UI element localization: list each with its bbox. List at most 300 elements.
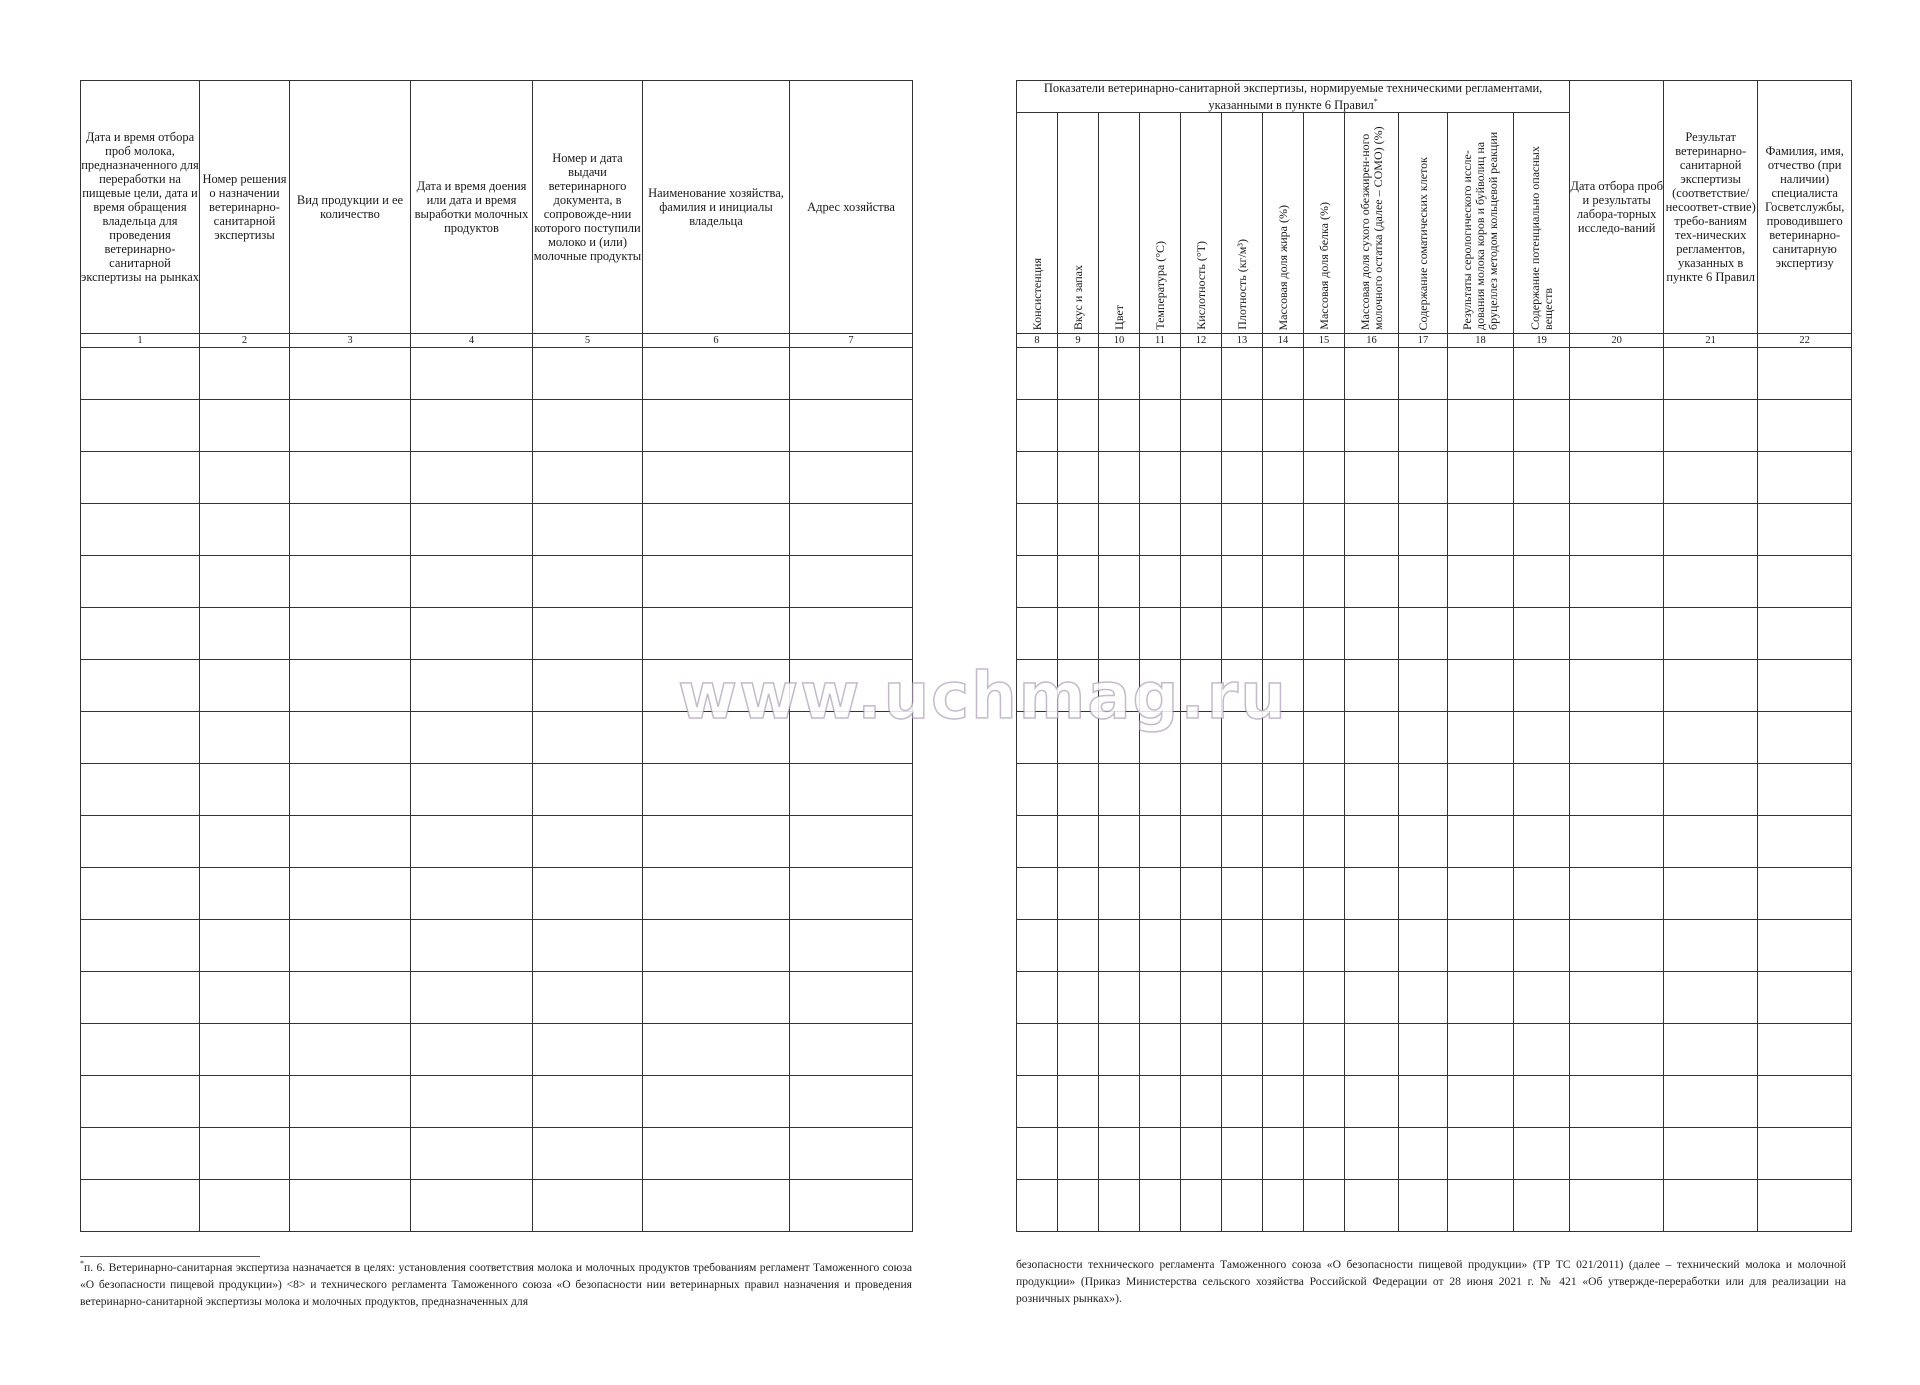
right-table-cell[interactable] xyxy=(1758,712,1852,764)
right-table-cell[interactable] xyxy=(1345,660,1399,712)
left-table-cell[interactable] xyxy=(290,1076,411,1128)
right-table-cell[interactable] xyxy=(1570,348,1664,400)
right-table-cell[interactable] xyxy=(1304,504,1345,556)
right-table-cell[interactable] xyxy=(1514,608,1570,660)
right-table-cell[interactable] xyxy=(1140,452,1181,504)
left-table-cell[interactable] xyxy=(790,1128,913,1180)
left-table-cell[interactable] xyxy=(533,452,643,504)
left-table-cell[interactable] xyxy=(790,608,913,660)
right-table-cell[interactable] xyxy=(1017,608,1058,660)
left-table-cell[interactable] xyxy=(81,764,200,816)
left-table-cell[interactable] xyxy=(411,972,533,1024)
right-table-cell[interactable] xyxy=(1058,1180,1099,1232)
right-table-cell[interactable] xyxy=(1304,868,1345,920)
right-table-cell[interactable] xyxy=(1017,816,1058,868)
left-table-cell[interactable] xyxy=(533,348,643,400)
left-table-cell[interactable] xyxy=(790,1076,913,1128)
right-table-cell[interactable] xyxy=(1181,504,1222,556)
left-table-cell[interactable] xyxy=(411,868,533,920)
right-table-cell[interactable] xyxy=(1017,712,1058,764)
left-table-cell[interactable] xyxy=(790,556,913,608)
right-table-cell[interactable] xyxy=(1758,764,1852,816)
left-table-cell[interactable] xyxy=(200,660,290,712)
left-table-cell[interactable] xyxy=(290,1128,411,1180)
left-table-cell[interactable] xyxy=(643,868,790,920)
right-table-cell[interactable] xyxy=(1304,1076,1345,1128)
right-table-cell[interactable] xyxy=(1222,608,1263,660)
right-table-cell[interactable] xyxy=(1448,556,1514,608)
left-table-cell[interactable] xyxy=(533,972,643,1024)
left-table-cell[interactable] xyxy=(411,504,533,556)
right-table-cell[interactable] xyxy=(1448,504,1514,556)
right-table-cell[interactable] xyxy=(1345,1180,1399,1232)
right-table-cell[interactable] xyxy=(1058,972,1099,1024)
left-table-cell[interactable] xyxy=(81,452,200,504)
right-table-cell[interactable] xyxy=(1570,660,1664,712)
right-table-cell[interactable] xyxy=(1099,920,1140,972)
right-table-cell[interactable] xyxy=(1304,816,1345,868)
left-table-cell[interactable] xyxy=(533,1024,643,1076)
right-table-cell[interactable] xyxy=(1399,712,1448,764)
left-table-cell[interactable] xyxy=(790,1024,913,1076)
left-table-cell[interactable] xyxy=(643,1076,790,1128)
right-table-cell[interactable] xyxy=(1448,452,1514,504)
right-table-cell[interactable] xyxy=(1570,816,1664,868)
right-table-cell[interactable] xyxy=(1570,1024,1664,1076)
right-table-cell[interactable] xyxy=(1263,660,1304,712)
right-table-cell[interactable] xyxy=(1222,920,1263,972)
right-table-cell[interactable] xyxy=(1181,452,1222,504)
left-table-cell[interactable] xyxy=(200,348,290,400)
left-table-cell[interactable] xyxy=(81,660,200,712)
right-table-cell[interactable] xyxy=(1758,1076,1852,1128)
right-table-cell[interactable] xyxy=(1345,868,1399,920)
right-table-cell[interactable] xyxy=(1570,868,1664,920)
right-table-cell[interactable] xyxy=(1181,712,1222,764)
left-table-cell[interactable] xyxy=(643,348,790,400)
right-table-cell[interactable] xyxy=(1099,556,1140,608)
left-table-cell[interactable] xyxy=(790,920,913,972)
right-table-cell[interactable] xyxy=(1664,556,1758,608)
right-table-cell[interactable] xyxy=(1448,1024,1514,1076)
right-table-cell[interactable] xyxy=(1181,816,1222,868)
right-table-cell[interactable] xyxy=(1758,868,1852,920)
left-table-cell[interactable] xyxy=(81,972,200,1024)
left-table-cell[interactable] xyxy=(643,920,790,972)
right-table-cell[interactable] xyxy=(1099,608,1140,660)
right-table-cell[interactable] xyxy=(1140,816,1181,868)
right-table-cell[interactable] xyxy=(1448,764,1514,816)
right-table-cell[interactable] xyxy=(1758,556,1852,608)
right-table-cell[interactable] xyxy=(1514,660,1570,712)
right-table-cell[interactable] xyxy=(1140,1128,1181,1180)
right-table-cell[interactable] xyxy=(1181,764,1222,816)
right-table-cell[interactable] xyxy=(1399,348,1448,400)
right-table-cell[interactable] xyxy=(1181,400,1222,452)
right-table-cell[interactable] xyxy=(1017,504,1058,556)
right-table-cell[interactable] xyxy=(1140,348,1181,400)
left-table-cell[interactable] xyxy=(200,400,290,452)
left-table-cell[interactable] xyxy=(790,764,913,816)
left-table-cell[interactable] xyxy=(411,400,533,452)
right-table-cell[interactable] xyxy=(1664,816,1758,868)
left-table-cell[interactable] xyxy=(643,1180,790,1232)
right-table-cell[interactable] xyxy=(1304,348,1345,400)
right-table-cell[interactable] xyxy=(1448,608,1514,660)
right-table-cell[interactable] xyxy=(1758,400,1852,452)
right-table-cell[interactable] xyxy=(1263,920,1304,972)
right-table-cell[interactable] xyxy=(1345,816,1399,868)
right-table-cell[interactable] xyxy=(1399,1180,1448,1232)
right-table-cell[interactable] xyxy=(1345,764,1399,816)
left-table-cell[interactable] xyxy=(290,712,411,764)
right-table-cell[interactable] xyxy=(1222,1076,1263,1128)
right-table-cell[interactable] xyxy=(1263,972,1304,1024)
right-table-cell[interactable] xyxy=(1222,868,1263,920)
left-table-cell[interactable] xyxy=(411,816,533,868)
left-table-cell[interactable] xyxy=(643,712,790,764)
right-table-cell[interactable] xyxy=(1664,660,1758,712)
right-table-cell[interactable] xyxy=(1758,660,1852,712)
left-table-cell[interactable] xyxy=(411,556,533,608)
right-table-cell[interactable] xyxy=(1758,452,1852,504)
right-table-cell[interactable] xyxy=(1222,1180,1263,1232)
right-table-cell[interactable] xyxy=(1140,1024,1181,1076)
right-table-cell[interactable] xyxy=(1399,452,1448,504)
right-table-cell[interactable] xyxy=(1099,816,1140,868)
left-table-cell[interactable] xyxy=(533,1180,643,1232)
right-table-cell[interactable] xyxy=(1140,868,1181,920)
right-table-cell[interactable] xyxy=(1058,816,1099,868)
right-table-cell[interactable] xyxy=(1304,452,1345,504)
right-table-cell[interactable] xyxy=(1140,920,1181,972)
right-table-cell[interactable] xyxy=(1099,764,1140,816)
left-table-cell[interactable] xyxy=(290,972,411,1024)
right-table-cell[interactable] xyxy=(1664,1128,1758,1180)
left-table-cell[interactable] xyxy=(643,608,790,660)
left-table-cell[interactable] xyxy=(290,608,411,660)
right-table-cell[interactable] xyxy=(1664,972,1758,1024)
left-table-cell[interactable] xyxy=(790,712,913,764)
right-table-cell[interactable] xyxy=(1448,920,1514,972)
right-table-cell[interactable] xyxy=(1058,1024,1099,1076)
right-table-cell[interactable] xyxy=(1099,452,1140,504)
left-table-cell[interactable] xyxy=(790,868,913,920)
left-table-cell[interactable] xyxy=(790,816,913,868)
left-table-cell[interactable] xyxy=(81,1180,200,1232)
right-table-cell[interactable] xyxy=(1758,972,1852,1024)
left-table-cell[interactable] xyxy=(81,608,200,660)
left-table-cell[interactable] xyxy=(200,868,290,920)
left-table-cell[interactable] xyxy=(290,452,411,504)
right-table-cell[interactable] xyxy=(1304,660,1345,712)
left-table-cell[interactable] xyxy=(643,400,790,452)
left-table-cell[interactable] xyxy=(290,920,411,972)
left-table-cell[interactable] xyxy=(81,712,200,764)
left-table-cell[interactable] xyxy=(411,712,533,764)
right-table-cell[interactable] xyxy=(1058,868,1099,920)
left-table-cell[interactable] xyxy=(290,348,411,400)
left-table-cell[interactable] xyxy=(290,1024,411,1076)
right-table-cell[interactable] xyxy=(1140,764,1181,816)
right-table-cell[interactable] xyxy=(1758,1180,1852,1232)
right-table-cell[interactable] xyxy=(1017,1180,1058,1232)
right-table-cell[interactable] xyxy=(1017,764,1058,816)
right-table-cell[interactable] xyxy=(1514,712,1570,764)
right-table-cell[interactable] xyxy=(1099,504,1140,556)
left-table-cell[interactable] xyxy=(643,1024,790,1076)
right-table-cell[interactable] xyxy=(1570,556,1664,608)
left-table-cell[interactable] xyxy=(533,1128,643,1180)
right-table-cell[interactable] xyxy=(1570,920,1664,972)
right-table-cell[interactable] xyxy=(1017,868,1058,920)
right-table-cell[interactable] xyxy=(1758,348,1852,400)
right-table-cell[interactable] xyxy=(1099,660,1140,712)
left-table-cell[interactable] xyxy=(200,504,290,556)
right-table-cell[interactable] xyxy=(1514,816,1570,868)
right-table-cell[interactable] xyxy=(1017,972,1058,1024)
right-table-cell[interactable] xyxy=(1570,400,1664,452)
right-table-cell[interactable] xyxy=(1099,400,1140,452)
right-table-cell[interactable] xyxy=(1664,868,1758,920)
right-table-cell[interactable] xyxy=(1514,1180,1570,1232)
left-table-cell[interactable] xyxy=(533,816,643,868)
right-table-cell[interactable] xyxy=(1140,660,1181,712)
right-table-cell[interactable] xyxy=(1222,400,1263,452)
right-table-cell[interactable] xyxy=(1058,920,1099,972)
right-table-cell[interactable] xyxy=(1181,1024,1222,1076)
right-table-cell[interactable] xyxy=(1181,1128,1222,1180)
right-table-cell[interactable] xyxy=(1399,972,1448,1024)
left-table-cell[interactable] xyxy=(81,504,200,556)
right-table-cell[interactable] xyxy=(1181,608,1222,660)
right-table-cell[interactable] xyxy=(1399,1076,1448,1128)
left-table-cell[interactable] xyxy=(533,920,643,972)
right-table-cell[interactable] xyxy=(1017,452,1058,504)
right-table-cell[interactable] xyxy=(1017,1128,1058,1180)
left-table-cell[interactable] xyxy=(411,660,533,712)
left-table-cell[interactable] xyxy=(643,816,790,868)
right-table-cell[interactable] xyxy=(1664,452,1758,504)
right-table-cell[interactable] xyxy=(1263,556,1304,608)
left-table-cell[interactable] xyxy=(290,868,411,920)
right-table-cell[interactable] xyxy=(1514,348,1570,400)
right-table-cell[interactable] xyxy=(1263,1180,1304,1232)
left-table-cell[interactable] xyxy=(411,920,533,972)
right-table-cell[interactable] xyxy=(1345,556,1399,608)
right-table-cell[interactable] xyxy=(1345,1128,1399,1180)
right-table-cell[interactable] xyxy=(1514,920,1570,972)
right-table-cell[interactable] xyxy=(1140,400,1181,452)
left-table-cell[interactable] xyxy=(533,504,643,556)
right-table-cell[interactable] xyxy=(1570,972,1664,1024)
right-table-cell[interactable] xyxy=(1399,556,1448,608)
left-table-cell[interactable] xyxy=(411,1076,533,1128)
right-table-cell[interactable] xyxy=(1304,764,1345,816)
right-table-cell[interactable] xyxy=(1263,1128,1304,1180)
right-table-cell[interactable] xyxy=(1099,1076,1140,1128)
right-table-cell[interactable] xyxy=(1099,868,1140,920)
right-table-cell[interactable] xyxy=(1758,920,1852,972)
right-table-cell[interactable] xyxy=(1399,764,1448,816)
right-table-cell[interactable] xyxy=(1514,764,1570,816)
right-table-cell[interactable] xyxy=(1345,972,1399,1024)
right-table-cell[interactable] xyxy=(1304,400,1345,452)
right-table-cell[interactable] xyxy=(1399,816,1448,868)
right-table-cell[interactable] xyxy=(1345,1076,1399,1128)
right-table-cell[interactable] xyxy=(1448,400,1514,452)
right-table-cell[interactable] xyxy=(1664,504,1758,556)
right-table-cell[interactable] xyxy=(1758,1024,1852,1076)
right-table-cell[interactable] xyxy=(1758,608,1852,660)
left-table-cell[interactable] xyxy=(533,556,643,608)
right-table-cell[interactable] xyxy=(1304,920,1345,972)
right-table-cell[interactable] xyxy=(1570,504,1664,556)
right-table-cell[interactable] xyxy=(1140,504,1181,556)
right-table-cell[interactable] xyxy=(1099,1180,1140,1232)
right-table-cell[interactable] xyxy=(1222,764,1263,816)
right-table-cell[interactable] xyxy=(1304,972,1345,1024)
right-table-cell[interactable] xyxy=(1514,556,1570,608)
right-table-cell[interactable] xyxy=(1399,504,1448,556)
left-table-cell[interactable] xyxy=(200,1024,290,1076)
right-table-cell[interactable] xyxy=(1263,608,1304,660)
left-table-cell[interactable] xyxy=(643,556,790,608)
right-table-cell[interactable] xyxy=(1448,1076,1514,1128)
right-table-cell[interactable] xyxy=(1570,764,1664,816)
left-table-cell[interactable] xyxy=(411,452,533,504)
left-table-cell[interactable] xyxy=(290,1180,411,1232)
left-table-cell[interactable] xyxy=(200,1128,290,1180)
right-table-cell[interactable] xyxy=(1304,1128,1345,1180)
right-table-cell[interactable] xyxy=(1222,348,1263,400)
right-table-cell[interactable] xyxy=(1664,764,1758,816)
left-table-cell[interactable] xyxy=(790,504,913,556)
right-table-cell[interactable] xyxy=(1664,920,1758,972)
left-table-cell[interactable] xyxy=(533,712,643,764)
right-table-cell[interactable] xyxy=(1222,660,1263,712)
left-table-cell[interactable] xyxy=(411,608,533,660)
right-table-cell[interactable] xyxy=(1399,608,1448,660)
right-table-cell[interactable] xyxy=(1448,712,1514,764)
left-table-cell[interactable] xyxy=(790,1180,913,1232)
right-table-cell[interactable] xyxy=(1222,452,1263,504)
right-table-cell[interactable] xyxy=(1345,400,1399,452)
right-table-cell[interactable] xyxy=(1058,1128,1099,1180)
right-table-cell[interactable] xyxy=(1345,920,1399,972)
right-table-cell[interactable] xyxy=(1570,1076,1664,1128)
right-table-cell[interactable] xyxy=(1181,1076,1222,1128)
right-table-cell[interactable] xyxy=(1448,1128,1514,1180)
left-table-cell[interactable] xyxy=(790,400,913,452)
right-table-cell[interactable] xyxy=(1664,1180,1758,1232)
right-table-cell[interactable] xyxy=(1304,1180,1345,1232)
right-table-cell[interactable] xyxy=(1448,660,1514,712)
right-table-cell[interactable] xyxy=(1345,1024,1399,1076)
right-table-cell[interactable] xyxy=(1399,400,1448,452)
right-table-cell[interactable] xyxy=(1140,1180,1181,1232)
right-table-cell[interactable] xyxy=(1448,348,1514,400)
right-table-cell[interactable] xyxy=(1263,764,1304,816)
left-table-cell[interactable] xyxy=(411,764,533,816)
left-table-cell[interactable] xyxy=(533,608,643,660)
left-table-cell[interactable] xyxy=(81,348,200,400)
left-table-cell[interactable] xyxy=(643,1128,790,1180)
right-table-cell[interactable] xyxy=(1448,868,1514,920)
right-table-cell[interactable] xyxy=(1017,660,1058,712)
right-table-cell[interactable] xyxy=(1263,1076,1304,1128)
right-table-cell[interactable] xyxy=(1345,452,1399,504)
right-table-cell[interactable] xyxy=(1263,816,1304,868)
right-table-cell[interactable] xyxy=(1222,1128,1263,1180)
left-table-cell[interactable] xyxy=(200,764,290,816)
right-table-cell[interactable] xyxy=(1222,556,1263,608)
right-table-cell[interactable] xyxy=(1058,556,1099,608)
right-table-cell[interactable] xyxy=(1570,1180,1664,1232)
left-table-cell[interactable] xyxy=(290,660,411,712)
right-table-cell[interactable] xyxy=(1058,608,1099,660)
right-table-cell[interactable] xyxy=(1399,1128,1448,1180)
right-table-cell[interactable] xyxy=(1181,920,1222,972)
right-table-cell[interactable] xyxy=(1263,348,1304,400)
right-table-cell[interactable] xyxy=(1345,608,1399,660)
left-table-cell[interactable] xyxy=(643,764,790,816)
right-table-cell[interactable] xyxy=(1017,348,1058,400)
left-table-cell[interactable] xyxy=(533,764,643,816)
right-table-cell[interactable] xyxy=(1140,556,1181,608)
right-table-cell[interactable] xyxy=(1222,712,1263,764)
left-table-cell[interactable] xyxy=(643,452,790,504)
left-table-cell[interactable] xyxy=(411,348,533,400)
right-table-cell[interactable] xyxy=(1758,504,1852,556)
right-table-cell[interactable] xyxy=(1140,1076,1181,1128)
left-table-cell[interactable] xyxy=(643,660,790,712)
left-table-cell[interactable] xyxy=(290,816,411,868)
right-table-cell[interactable] xyxy=(1222,504,1263,556)
right-table-cell[interactable] xyxy=(1570,608,1664,660)
left-table-cell[interactable] xyxy=(533,400,643,452)
left-table-cell[interactable] xyxy=(290,400,411,452)
right-table-cell[interactable] xyxy=(1058,400,1099,452)
left-table-cell[interactable] xyxy=(81,816,200,868)
right-table-cell[interactable] xyxy=(1758,1128,1852,1180)
right-table-cell[interactable] xyxy=(1058,660,1099,712)
right-table-cell[interactable] xyxy=(1017,400,1058,452)
left-table-cell[interactable] xyxy=(290,504,411,556)
right-table-cell[interactable] xyxy=(1058,1076,1099,1128)
left-table-cell[interactable] xyxy=(200,816,290,868)
right-table-cell[interactable] xyxy=(1664,1024,1758,1076)
right-table-cell[interactable] xyxy=(1664,608,1758,660)
right-table-cell[interactable] xyxy=(1099,1128,1140,1180)
left-table-cell[interactable] xyxy=(200,608,290,660)
left-table-cell[interactable] xyxy=(790,452,913,504)
right-table-cell[interactable] xyxy=(1017,556,1058,608)
right-table-cell[interactable] xyxy=(1304,556,1345,608)
left-table-cell[interactable] xyxy=(200,712,290,764)
left-table-cell[interactable] xyxy=(790,348,913,400)
left-table-cell[interactable] xyxy=(81,556,200,608)
right-table-cell[interactable] xyxy=(1345,504,1399,556)
right-table-cell[interactable] xyxy=(1099,712,1140,764)
right-table-cell[interactable] xyxy=(1181,1180,1222,1232)
left-table-cell[interactable] xyxy=(81,1024,200,1076)
right-table-cell[interactable] xyxy=(1448,816,1514,868)
right-table-cell[interactable] xyxy=(1017,920,1058,972)
right-table-cell[interactable] xyxy=(1058,712,1099,764)
right-table-cell[interactable] xyxy=(1514,1128,1570,1180)
right-table-cell[interactable] xyxy=(1099,348,1140,400)
